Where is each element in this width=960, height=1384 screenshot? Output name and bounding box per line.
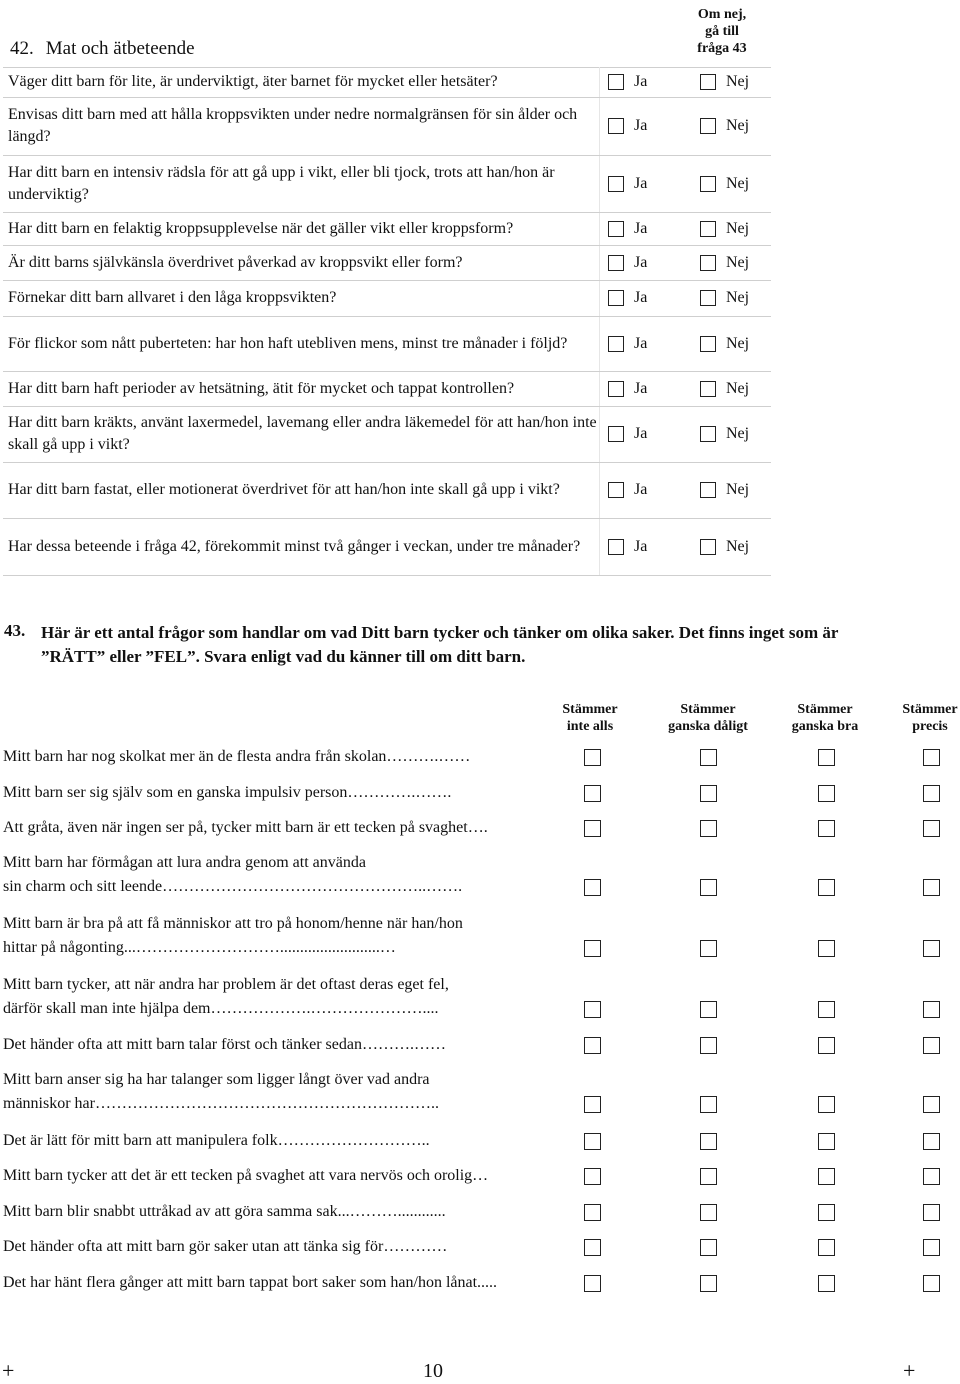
- statement-text: Mitt barn har nog skolkat mer än de flesta andra från skolan……….……: [3, 748, 471, 765]
- nej-checkbox[interactable]: [700, 290, 716, 306]
- ganska-daligt-checkbox[interactable]: [700, 1204, 717, 1221]
- nej-label: Nej: [726, 379, 750, 397]
- statement-row: [3, 1068, 603, 1116]
- inte-alls-checkbox[interactable]: [584, 820, 601, 837]
- ja-label: Ja: [634, 253, 648, 271]
- column-header-line: Stämmer: [902, 702, 958, 717]
- nej-checkbox[interactable]: [700, 336, 716, 352]
- question-row: [3, 212, 771, 246]
- statement-text: Mitt barn blir snabbt uttråkad av att göra samma sak...………............: [3, 1203, 446, 1220]
- ja-checkbox[interactable]: [608, 118, 624, 134]
- ja-checkbox[interactable]: [608, 539, 624, 555]
- ja-checkbox[interactable]: [608, 381, 624, 397]
- precis-checkbox[interactable]: [923, 1204, 940, 1221]
- question-text: Har ditt barn kräkts, använt laxermedel, lavemang eller andra läkemedel för att han/hon inte skall gå upp i vikt?: [8, 414, 597, 453]
- ganska-daligt-checkbox[interactable]: [700, 820, 717, 837]
- section-42-title: Mat och ätbeteende: [45, 38, 195, 59]
- ganska-daligt-checkbox[interactable]: [700, 1239, 717, 1256]
- question-row: [3, 371, 771, 407]
- ganska-daligt-checkbox[interactable]: [700, 940, 717, 957]
- inte-alls-checkbox[interactable]: [584, 785, 601, 802]
- ganska-bra-checkbox[interactable]: [818, 749, 835, 766]
- question-text: Är ditt barns självkänsla överdrivet påverkad av kroppsvikt eller form?: [8, 253, 463, 271]
- precis-checkbox[interactable]: [923, 1096, 940, 1113]
- column-header-line: ganska dåligt: [668, 719, 748, 734]
- nej-label: Nej: [726, 289, 750, 306]
- nej-label: Nej: [726, 219, 750, 237]
- question-row: [3, 462, 771, 519]
- ganska-daligt-checkbox[interactable]: [700, 749, 717, 766]
- statement-text: sin charm och sitt leende…………………………………………..…….: [3, 878, 463, 895]
- ja-checkbox[interactable]: [608, 74, 624, 90]
- skip-note-line: Om nej,: [697, 7, 747, 22]
- nej-label: Nej: [726, 174, 750, 192]
- nej-checkbox[interactable]: [700, 426, 716, 442]
- ganska-bra-checkbox[interactable]: [818, 940, 835, 957]
- ganska-daligt-checkbox[interactable]: [700, 1133, 717, 1150]
- ganska-daligt-checkbox[interactable]: [700, 1096, 717, 1113]
- question-row: [3, 67, 771, 98]
- nej-label: Nej: [726, 334, 750, 352]
- precis-checkbox[interactable]: [923, 785, 940, 802]
- ganska-daligt-checkbox[interactable]: [700, 879, 717, 896]
- precis-checkbox[interactable]: [923, 1133, 940, 1150]
- nej-label: Nej: [726, 481, 750, 498]
- statement-text: Mitt barn har förmågan att lura andra genom att använda: [3, 854, 366, 871]
- ja-label: Ja: [634, 174, 648, 192]
- question-row: [3, 518, 771, 576]
- ja-checkbox[interactable]: [608, 290, 624, 306]
- footer-crop-mark-right: +: [903, 1358, 916, 1383]
- nej-checkbox[interactable]: [700, 221, 716, 237]
- statement-text: Det har hänt flera gånger att mitt barn tappat bort saker som han/hon lånat.....: [3, 1274, 498, 1291]
- question-row: [3, 97, 771, 156]
- question-text: Har dessa beteende i fråga 42, förekommit minst två gånger i veckan, under tre månader?: [8, 537, 581, 555]
- ganska-bra-checkbox[interactable]: [818, 1133, 835, 1150]
- inte-alls-checkbox[interactable]: [584, 1204, 601, 1221]
- precis-checkbox[interactable]: [923, 749, 940, 766]
- column-header-precis: [875, 701, 960, 735]
- ganska-bra-checkbox[interactable]: [818, 1168, 835, 1185]
- question-row: [3, 280, 771, 317]
- statement-text: hittar på någonting...……………………….........................…: [3, 939, 396, 956]
- question-row: [3, 155, 771, 213]
- statement-row: [3, 816, 603, 840]
- statement-row: [3, 851, 603, 899]
- statement-text: Det händer ofta att mitt barn gör saker utan att tänka sig för…………: [3, 1238, 448, 1255]
- statement-row: [3, 745, 603, 769]
- ja-checkbox[interactable]: [608, 255, 624, 271]
- skip-note: [682, 6, 762, 57]
- precis-checkbox[interactable]: [923, 940, 940, 957]
- statement-text: människor har………………………………………………………..: [3, 1095, 439, 1112]
- skip-note-line: gå till: [705, 24, 739, 39]
- ganska-daligt-checkbox[interactable]: [700, 1275, 717, 1292]
- ja-checkbox[interactable]: [608, 176, 624, 192]
- column-header-inte-alls: [535, 701, 645, 735]
- inte-alls-checkbox[interactable]: [584, 1037, 601, 1054]
- ja-label: Ja: [634, 219, 648, 237]
- statement-row: [3, 1164, 603, 1188]
- precis-checkbox[interactable]: [923, 1239, 940, 1256]
- inte-alls-checkbox[interactable]: [584, 1001, 601, 1018]
- ja-label: Ja: [634, 289, 648, 306]
- ganska-bra-checkbox[interactable]: [818, 785, 835, 802]
- skip-note-line: fråga 43: [697, 41, 747, 56]
- ganska-daligt-checkbox[interactable]: [700, 1001, 717, 1018]
- statement-row: [3, 1129, 603, 1153]
- ja-label: Ja: [634, 425, 648, 442]
- ganska-daligt-checkbox[interactable]: [700, 1037, 717, 1054]
- column-header-line: precis: [912, 719, 948, 734]
- inte-alls-checkbox[interactable]: [584, 1096, 601, 1113]
- nej-label: Nej: [726, 117, 750, 134]
- statement-text: Mitt barn ser sig själv som en ganska impulsiv person………….…….: [3, 784, 452, 801]
- ganska-bra-checkbox[interactable]: [818, 1037, 835, 1054]
- nej-checkbox[interactable]: [700, 381, 716, 397]
- ja-label: Ja: [634, 73, 648, 90]
- question-text: Har ditt barn en felaktig kroppsupplevelse när det gäller vikt eller kroppsform?: [8, 219, 514, 237]
- question-text: Väger ditt barn för lite, är underviktigt, äter barnet för mycket eller hetsäter?: [8, 73, 498, 90]
- statement-row: [3, 1235, 603, 1259]
- statement-text: Det händer ofta att mitt barn talar först och tänker sedan……….……: [3, 1036, 446, 1053]
- nej-checkbox[interactable]: [700, 74, 716, 90]
- ja-checkbox[interactable]: [608, 221, 624, 237]
- ganska-daligt-checkbox[interactable]: [700, 785, 717, 802]
- ja-checkbox[interactable]: [608, 336, 624, 352]
- ganska-bra-checkbox[interactable]: [818, 1275, 835, 1292]
- ganska-bra-checkbox[interactable]: [818, 1096, 835, 1113]
- section-43-number: 43.: [4, 621, 26, 640]
- footer-crop-mark-left: +: [2, 1358, 15, 1383]
- statement-text: Mitt barn tycker, att när andra har problem är det oftast deras eget fel,: [3, 976, 449, 993]
- inte-alls-checkbox[interactable]: [584, 1168, 601, 1185]
- ja-label: Ja: [634, 334, 648, 352]
- precis-checkbox[interactable]: [923, 1168, 940, 1185]
- section-43-intro: Här är ett antal frågor som handlar om vad Ditt barn tycker och tänker om olika saker. Det finns inget som är ”RÄTT” eller ”FEL”. Svara enligt vad du känner till om ditt barn.: [41, 623, 839, 666]
- nej-checkbox[interactable]: [700, 118, 716, 134]
- precis-checkbox[interactable]: [923, 820, 940, 837]
- ja-label: Ja: [634, 117, 648, 134]
- question-text: Envisas ditt barn med att hålla kroppsvikten under nedre normalgränsen för sin ålder och längd?: [8, 106, 578, 145]
- nej-label: Nej: [726, 253, 750, 271]
- ganska-bra-checkbox[interactable]: [818, 1204, 835, 1221]
- column-header-line: inte alls: [566, 719, 614, 734]
- question-text: Har ditt barn fastat, eller motionerat överdrivet för att han/hon inte skall gå upp i vikt?: [8, 481, 560, 498]
- inte-alls-checkbox[interactable]: [584, 940, 601, 957]
- statement-row: [3, 1033, 603, 1057]
- question-text: Har ditt barn haft perioder av hetsätning, ätit för mycket och tappat kontrollen?: [8, 379, 515, 397]
- column-header-ganska-bra: [770, 701, 880, 735]
- ja-label: Ja: [634, 481, 648, 498]
- inte-alls-checkbox[interactable]: [584, 879, 601, 896]
- statement-text: därför skall man inte hjälpa dem……………….…………………....: [3, 1000, 439, 1017]
- nej-label: Nej: [726, 73, 750, 90]
- ganska-daligt-checkbox[interactable]: [700, 1168, 717, 1185]
- column-header-line: Stämmer: [680, 702, 736, 717]
- column-header-line: Stämmer: [797, 702, 853, 717]
- ja-checkbox[interactable]: [608, 426, 624, 442]
- nej-label: Nej: [726, 537, 750, 555]
- inte-alls-checkbox[interactable]: [584, 1275, 601, 1292]
- page-number: 10: [423, 1360, 443, 1382]
- statement-text: Mitt barn tycker att det är ett tecken på svaghet att vara nervös och orolig…: [3, 1167, 489, 1184]
- column-header-ganska-daligt: [653, 701, 763, 735]
- nej-label: Nej: [726, 425, 750, 442]
- section-42-number: 42.: [10, 38, 34, 59]
- column-header-line: Stämmer: [562, 702, 618, 717]
- nej-checkbox[interactable]: [700, 539, 716, 555]
- statement-text: Mitt barn anser sig ha har talanger som ligger långt över vad andra: [3, 1071, 430, 1088]
- ganska-bra-checkbox[interactable]: [818, 1239, 835, 1256]
- ja-label: Ja: [634, 537, 648, 555]
- statement-row: [3, 1271, 603, 1295]
- section-42-heading: [10, 38, 195, 60]
- question-text: För flickor som nått puberteten: har hon haft utebliven mens, minst tre månader i följd?: [8, 334, 568, 352]
- precis-checkbox[interactable]: [923, 879, 940, 896]
- statement-row: [3, 973, 603, 1021]
- statement-row: [3, 1200, 603, 1224]
- precis-checkbox[interactable]: [923, 1275, 940, 1292]
- ja-checkbox[interactable]: [608, 482, 624, 498]
- question-text: Har ditt barn en intensiv rädsla för att gå upp i vikt, eller bli tjock, trots att han/hon är underviktig?: [8, 163, 555, 203]
- statement-text: Det är lätt för mitt barn att manipulera folk………………………..: [3, 1132, 430, 1149]
- statement-text: Att gråta, även när ingen ser på, tycker mitt barn är ett tecken på svaghet….: [3, 819, 488, 836]
- ganska-bra-checkbox[interactable]: [818, 879, 835, 896]
- inte-alls-checkbox[interactable]: [584, 749, 601, 766]
- statement-text: Mitt barn är bra på att få människor att tro på honom/henne när han/hon: [3, 915, 463, 932]
- precis-checkbox[interactable]: [923, 1037, 940, 1054]
- ganska-bra-checkbox[interactable]: [818, 820, 835, 837]
- question-row: [3, 406, 771, 463]
- statement-row: [3, 912, 603, 960]
- inte-alls-checkbox[interactable]: [584, 1133, 601, 1150]
- column-header-line: ganska bra: [791, 719, 859, 734]
- ja-label: Ja: [634, 379, 648, 397]
- nej-checkbox[interactable]: [700, 255, 716, 271]
- ganska-bra-checkbox[interactable]: [818, 1001, 835, 1018]
- nej-checkbox[interactable]: [700, 176, 716, 192]
- question-row: [3, 245, 771, 281]
- precis-checkbox[interactable]: [923, 1001, 940, 1018]
- inte-alls-checkbox[interactable]: [584, 1239, 601, 1256]
- statement-row: [3, 781, 603, 805]
- nej-checkbox[interactable]: [700, 482, 716, 498]
- question-text: Förnekar ditt barn allvaret i den låga kroppsvikten?: [8, 289, 337, 306]
- question-row: [3, 316, 771, 372]
